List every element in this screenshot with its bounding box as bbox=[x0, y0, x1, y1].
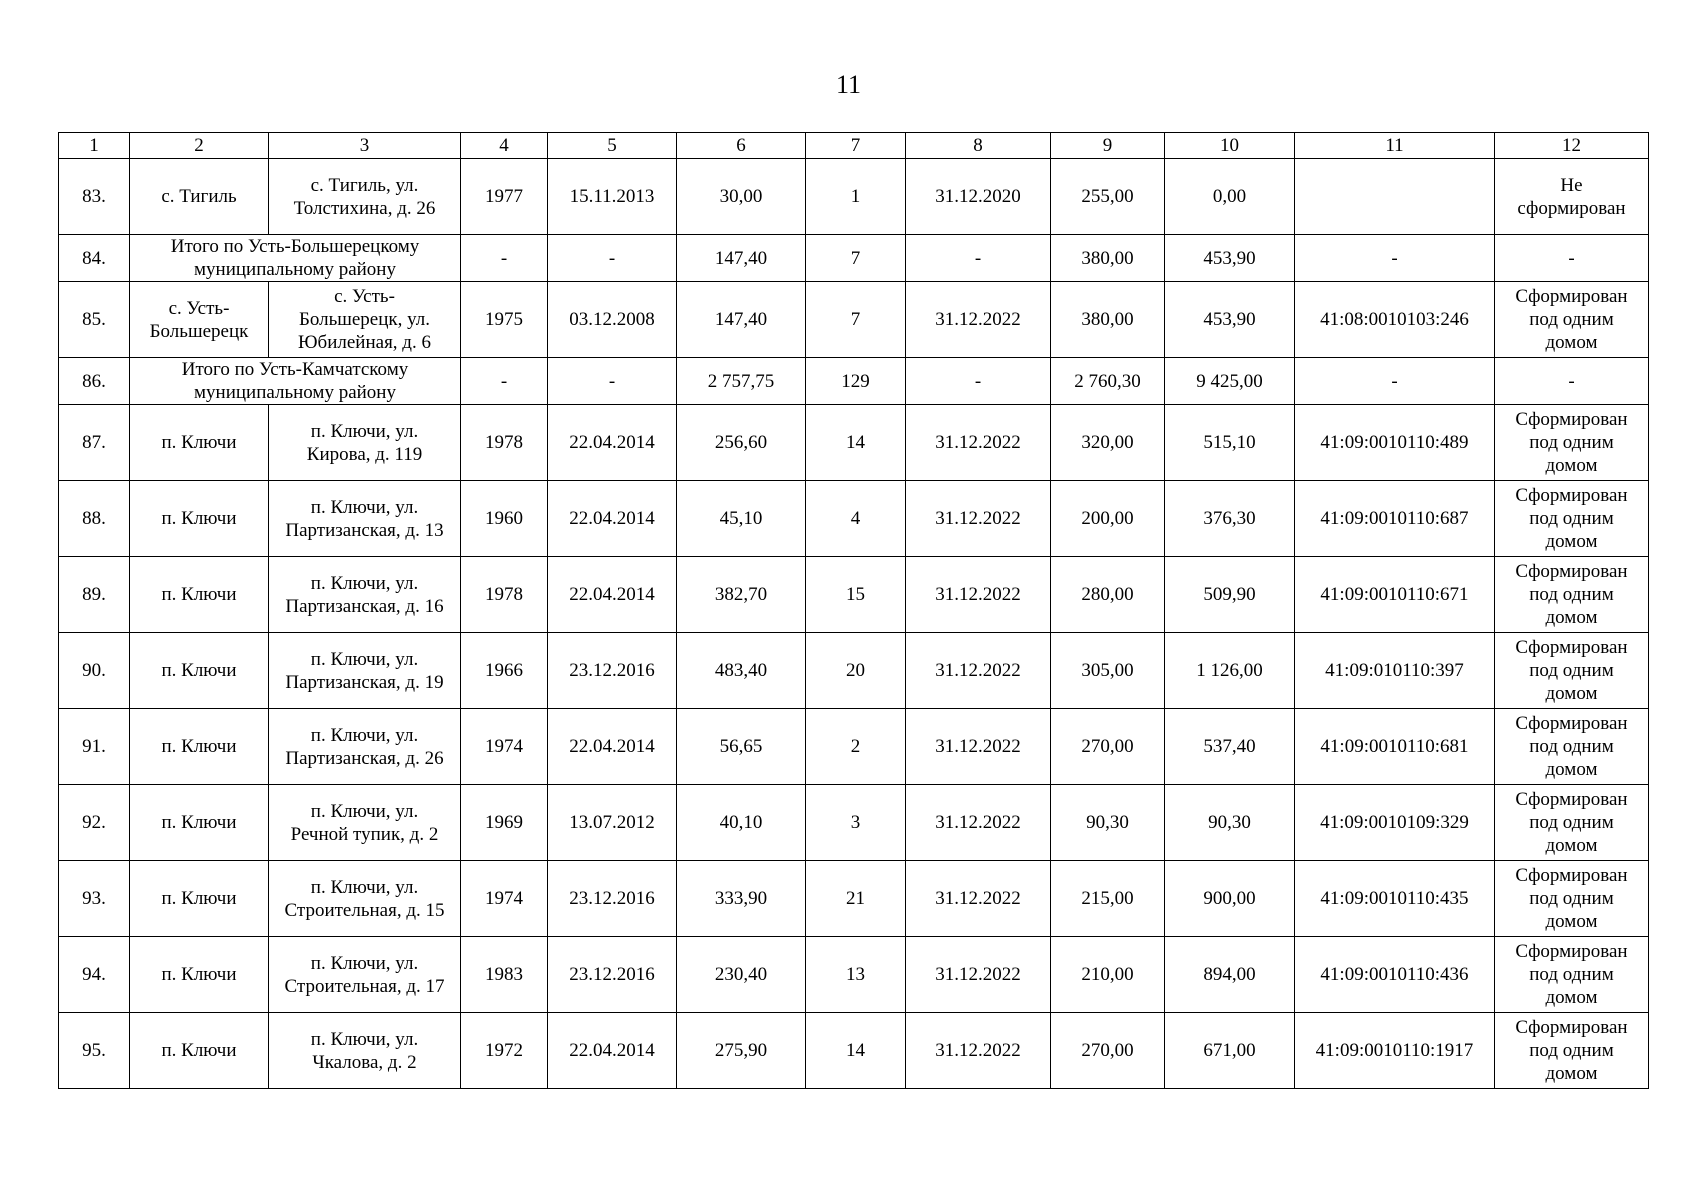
table-row bbox=[59, 861, 1649, 937]
column-10-cell: 0,00 bbox=[1165, 159, 1295, 235]
year-cell: 1978 bbox=[461, 557, 548, 633]
address-cell: п. Ключи, ул. Чкалова, д. 2 bbox=[269, 1013, 461, 1089]
residents-cell: 4 bbox=[806, 481, 906, 557]
year-cell: 1966 bbox=[461, 633, 548, 709]
table-row bbox=[59, 1013, 1649, 1089]
year-cell: 1975 bbox=[461, 282, 548, 358]
column-9-cell: 380,00 bbox=[1051, 235, 1165, 282]
status-cell: Сформирован под одним домом bbox=[1495, 1013, 1649, 1089]
date-cell: 13.07.2012 bbox=[548, 785, 677, 861]
date-cell: 22.04.2014 bbox=[548, 557, 677, 633]
column-number: 10 bbox=[1165, 133, 1295, 159]
address-cell: с. Тигиль, ул. Толстихина, д. 26 bbox=[269, 159, 461, 235]
area-cell: 56,65 bbox=[677, 709, 806, 785]
table-row bbox=[59, 633, 1649, 709]
column-number: 6 bbox=[677, 133, 806, 159]
row-number: 86. bbox=[59, 358, 130, 405]
cadastral-number-cell: - bbox=[1295, 235, 1495, 282]
column-9-cell: 210,00 bbox=[1051, 937, 1165, 1013]
cadastral-number-cell: 41:09:0010110:436 bbox=[1295, 937, 1495, 1013]
status-cell: - bbox=[1495, 358, 1649, 405]
status-cell: Сформирован под одним домом bbox=[1495, 405, 1649, 481]
column-9-cell: 280,00 bbox=[1051, 557, 1165, 633]
column-number: 12 bbox=[1495, 133, 1649, 159]
residents-cell: 20 bbox=[806, 633, 906, 709]
settlement-cell: п. Ключи bbox=[130, 633, 269, 709]
total-row bbox=[59, 235, 1649, 282]
column-9-cell: 255,00 bbox=[1051, 159, 1165, 235]
area-cell: 483,40 bbox=[677, 633, 806, 709]
column-9-cell: 270,00 bbox=[1051, 1013, 1165, 1089]
row-number: 89. bbox=[59, 557, 130, 633]
settlement-cell: п. Ключи bbox=[130, 557, 269, 633]
cadastral-number-cell: 41:09:0010110:435 bbox=[1295, 861, 1495, 937]
year-cell: 1977 bbox=[461, 159, 548, 235]
column-9-cell: 90,30 bbox=[1051, 785, 1165, 861]
total-row bbox=[59, 358, 1649, 405]
area-cell: 230,40 bbox=[677, 937, 806, 1013]
residents-cell: 13 bbox=[806, 937, 906, 1013]
page-number: 11 bbox=[835, 70, 862, 99]
residents-cell: 21 bbox=[806, 861, 906, 937]
column-10-cell: 9 425,00 bbox=[1165, 358, 1295, 405]
deadline-cell: 31.12.2020 bbox=[906, 159, 1051, 235]
column-9-cell: 380,00 bbox=[1051, 282, 1165, 358]
column-10-cell: 376,30 bbox=[1165, 481, 1295, 557]
address-cell: п. Ключи, ул. Партизанская, д. 16 bbox=[269, 557, 461, 633]
column-number: 1 bbox=[59, 133, 130, 159]
table-row bbox=[59, 159, 1649, 235]
housing-registry-table bbox=[58, 132, 1649, 1089]
column-number: 2 bbox=[130, 133, 269, 159]
table-body bbox=[59, 133, 1649, 1089]
status-cell: Сформирован под одним домом bbox=[1495, 785, 1649, 861]
residents-cell: 7 bbox=[806, 282, 906, 358]
settlement-cell: п. Ключи bbox=[130, 785, 269, 861]
settlement-cell: с. Тигиль bbox=[130, 159, 269, 235]
table-row bbox=[59, 709, 1649, 785]
column-9-cell: 2 760,30 bbox=[1051, 358, 1165, 405]
residents-cell: 7 bbox=[806, 235, 906, 282]
cadastral-number-cell: - bbox=[1295, 358, 1495, 405]
address-cell: п. Ключи, ул. Строительная, д. 17 bbox=[269, 937, 461, 1013]
status-cell: Сформирован под одним домом bbox=[1495, 557, 1649, 633]
total-label: Итого по Усть-Большерецкому муниципальному району bbox=[130, 235, 461, 282]
address-cell: п. Ключи, ул. Кирова, д. 119 bbox=[269, 405, 461, 481]
column-9-cell: 305,00 bbox=[1051, 633, 1165, 709]
residents-cell: 129 bbox=[806, 358, 906, 405]
column-number-row bbox=[59, 133, 1649, 159]
settlement-cell: п. Ключи bbox=[130, 405, 269, 481]
year-cell: 1978 bbox=[461, 405, 548, 481]
deadline-cell: 31.12.2022 bbox=[906, 709, 1051, 785]
row-number: 84. bbox=[59, 235, 130, 282]
residents-cell: 15 bbox=[806, 557, 906, 633]
area-cell: 2 757,75 bbox=[677, 358, 806, 405]
status-cell: Сформирован под одним домом bbox=[1495, 633, 1649, 709]
residents-cell: 2 bbox=[806, 709, 906, 785]
status-cell: Сформирован под одним домом bbox=[1495, 709, 1649, 785]
table-row bbox=[59, 785, 1649, 861]
date-cell: - bbox=[548, 235, 677, 282]
residents-cell: 14 bbox=[806, 405, 906, 481]
settlement-cell: п. Ключи bbox=[130, 1013, 269, 1089]
year-cell: 1974 bbox=[461, 861, 548, 937]
residents-cell: 3 bbox=[806, 785, 906, 861]
year-cell: 1983 bbox=[461, 937, 548, 1013]
column-number: 4 bbox=[461, 133, 548, 159]
settlement-cell: п. Ключи bbox=[130, 861, 269, 937]
settlement-cell: п. Ключи bbox=[130, 709, 269, 785]
column-10-cell: 1 126,00 bbox=[1165, 633, 1295, 709]
status-cell: Сформирован под одним домом bbox=[1495, 861, 1649, 937]
cadastral-number-cell bbox=[1295, 159, 1495, 235]
area-cell: 275,90 bbox=[677, 1013, 806, 1089]
area-cell: 30,00 bbox=[677, 159, 806, 235]
deadline-cell: 31.12.2022 bbox=[906, 633, 1051, 709]
cadastral-number-cell: 41:09:010110:397 bbox=[1295, 633, 1495, 709]
year-cell: 1974 bbox=[461, 709, 548, 785]
column-10-cell: 453,90 bbox=[1165, 235, 1295, 282]
column-10-cell: 90,30 bbox=[1165, 785, 1295, 861]
deadline-cell: - bbox=[906, 235, 1051, 282]
area-cell: 256,60 bbox=[677, 405, 806, 481]
date-cell: 22.04.2014 bbox=[548, 709, 677, 785]
column-number: 3 bbox=[269, 133, 461, 159]
area-cell: 333,90 bbox=[677, 861, 806, 937]
row-number: 95. bbox=[59, 1013, 130, 1089]
date-cell: 03.12.2008 bbox=[548, 282, 677, 358]
deadline-cell: 31.12.2022 bbox=[906, 481, 1051, 557]
deadline-cell: 31.12.2022 bbox=[906, 557, 1051, 633]
deadline-cell: 31.12.2022 bbox=[906, 282, 1051, 358]
column-10-cell: 515,10 bbox=[1165, 405, 1295, 481]
year-cell: - bbox=[461, 358, 548, 405]
column-10-cell: 509,90 bbox=[1165, 557, 1295, 633]
row-number: 88. bbox=[59, 481, 130, 557]
table-row bbox=[59, 557, 1649, 633]
year-cell: 1969 bbox=[461, 785, 548, 861]
residents-cell: 1 bbox=[806, 159, 906, 235]
address-cell: с. Усть- Большерецк, ул. Юбилейная, д. 6 bbox=[269, 282, 461, 358]
table-row bbox=[59, 481, 1649, 557]
column-10-cell: 453,90 bbox=[1165, 282, 1295, 358]
column-number: 11 bbox=[1295, 133, 1495, 159]
deadline-cell: - bbox=[906, 358, 1051, 405]
column-number: 9 bbox=[1051, 133, 1165, 159]
column-10-cell: 537,40 bbox=[1165, 709, 1295, 785]
row-number: 90. bbox=[59, 633, 130, 709]
status-cell: Сформирован под одним домом bbox=[1495, 282, 1649, 358]
row-number: 94. bbox=[59, 937, 130, 1013]
row-number: 92. bbox=[59, 785, 130, 861]
date-cell: 22.04.2014 bbox=[548, 405, 677, 481]
address-cell: п. Ключи, ул. Партизанская, д. 26 bbox=[269, 709, 461, 785]
settlement-cell: с. Усть- Большерецк bbox=[130, 282, 269, 358]
column-10-cell: 900,00 bbox=[1165, 861, 1295, 937]
area-cell: 45,10 bbox=[677, 481, 806, 557]
address-cell: п. Ключи, ул. Строительная, д. 15 bbox=[269, 861, 461, 937]
row-number: 83. bbox=[59, 159, 130, 235]
cadastral-number-cell: 41:09:0010110:687 bbox=[1295, 481, 1495, 557]
status-cell: - bbox=[1495, 235, 1649, 282]
date-cell: 23.12.2016 bbox=[548, 861, 677, 937]
cadastral-number-cell: 41:09:0010110:489 bbox=[1295, 405, 1495, 481]
date-cell: - bbox=[548, 358, 677, 405]
year-cell: - bbox=[461, 235, 548, 282]
status-cell: Не сформирован bbox=[1495, 159, 1649, 235]
settlement-cell: п. Ключи bbox=[130, 937, 269, 1013]
area-cell: 382,70 bbox=[677, 557, 806, 633]
date-cell: 22.04.2014 bbox=[548, 481, 677, 557]
cadastral-number-cell: 41:09:0010110:681 bbox=[1295, 709, 1495, 785]
year-cell: 1960 bbox=[461, 481, 548, 557]
row-number: 91. bbox=[59, 709, 130, 785]
column-9-cell: 200,00 bbox=[1051, 481, 1165, 557]
residents-cell: 14 bbox=[806, 1013, 906, 1089]
date-cell: 23.12.2016 bbox=[548, 633, 677, 709]
cadastral-number-cell: 41:09:0010110:671 bbox=[1295, 557, 1495, 633]
settlement-cell: п. Ключи bbox=[130, 481, 269, 557]
year-cell: 1972 bbox=[461, 1013, 548, 1089]
column-10-cell: 671,00 bbox=[1165, 1013, 1295, 1089]
row-number: 87. bbox=[59, 405, 130, 481]
column-number: 7 bbox=[806, 133, 906, 159]
column-9-cell: 270,00 bbox=[1051, 709, 1165, 785]
area-cell: 147,40 bbox=[677, 235, 806, 282]
column-9-cell: 215,00 bbox=[1051, 861, 1165, 937]
row-number: 93. bbox=[59, 861, 130, 937]
date-cell: 22.04.2014 bbox=[548, 1013, 677, 1089]
total-label: Итого по Усть-Камчатскому муниципальному району bbox=[130, 358, 461, 405]
column-number: 5 bbox=[548, 133, 677, 159]
cadastral-number-cell: 41:09:0010109:329 bbox=[1295, 785, 1495, 861]
table-row bbox=[59, 937, 1649, 1013]
cadastral-number-cell: 41:08:0010103:246 bbox=[1295, 282, 1495, 358]
column-number: 8 bbox=[906, 133, 1051, 159]
status-cell: Сформирован под одним домом bbox=[1495, 937, 1649, 1013]
column-9-cell: 320,00 bbox=[1051, 405, 1165, 481]
area-cell: 147,40 bbox=[677, 282, 806, 358]
deadline-cell: 31.12.2022 bbox=[906, 861, 1051, 937]
deadline-cell: 31.12.2022 bbox=[906, 785, 1051, 861]
column-10-cell: 894,00 bbox=[1165, 937, 1295, 1013]
row-number: 85. bbox=[59, 282, 130, 358]
status-cell: Сформирован под одним домом bbox=[1495, 481, 1649, 557]
address-cell: п. Ключи, ул. Партизанская, д. 13 bbox=[269, 481, 461, 557]
table-row bbox=[59, 282, 1649, 358]
table-row bbox=[59, 405, 1649, 481]
deadline-cell: 31.12.2022 bbox=[906, 937, 1051, 1013]
date-cell: 15.11.2013 bbox=[548, 159, 677, 235]
area-cell: 40,10 bbox=[677, 785, 806, 861]
date-cell: 23.12.2016 bbox=[548, 937, 677, 1013]
cadastral-number-cell: 41:09:0010110:1917 bbox=[1295, 1013, 1495, 1089]
deadline-cell: 31.12.2022 bbox=[906, 1013, 1051, 1089]
deadline-cell: 31.12.2022 bbox=[906, 405, 1051, 481]
address-cell: п. Ключи, ул. Партизанская, д. 19 bbox=[269, 633, 461, 709]
address-cell: п. Ключи, ул. Речной тупик, д. 2 bbox=[269, 785, 461, 861]
